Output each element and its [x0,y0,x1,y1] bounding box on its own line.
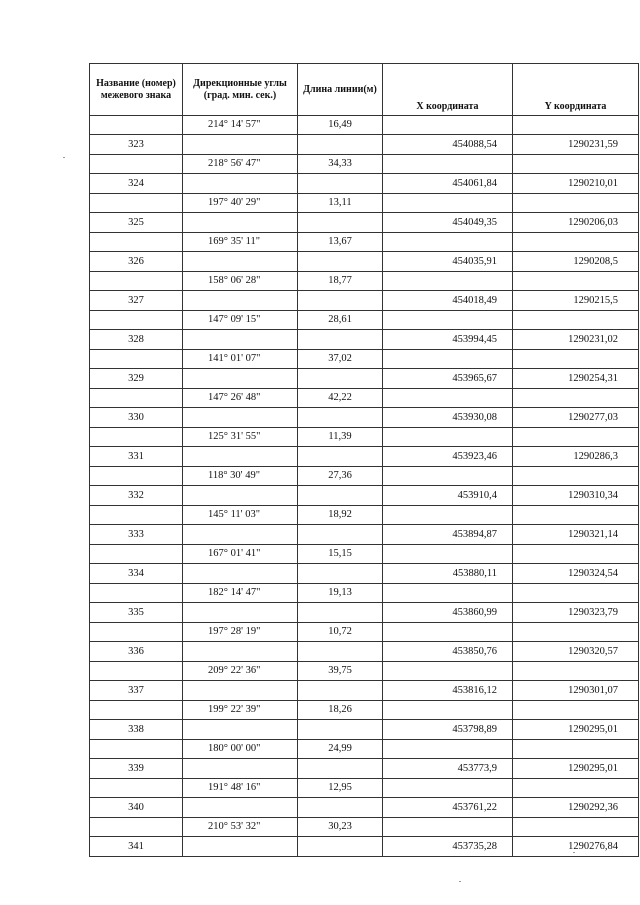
cell-x-coordinate [383,155,513,174]
cell-point-name: 338 [90,720,183,740]
cell-x-coordinate [383,272,513,291]
cell-x-coordinate: 453910,4 [383,486,513,506]
point-row [90,330,639,350]
cell-x-coordinate [383,233,513,252]
cell-x-coordinate [383,389,513,408]
cell-y-coordinate: 1290321,14 [513,525,639,545]
point-row [90,447,639,467]
cell-y-coordinate [513,311,639,330]
cell-point-name [90,662,183,681]
cell-x-coordinate: 453894,87 [383,525,513,545]
header-angle: Дирекционные углы (град. мин. сек.) [183,64,298,116]
point-row [90,525,639,545]
cell-y-coordinate: 1290320,57 [513,642,639,662]
cell-line-length [298,564,383,584]
cell-direction-angle [183,681,298,701]
cell-x-coordinate [383,662,513,681]
cell-direction-angle: 125° 31' 55" [183,428,298,447]
header-name: Название (номер) межевого знака [90,64,183,116]
cell-direction-angle: 169° 35' 11" [183,233,298,252]
cell-y-coordinate [513,194,639,213]
cell-line-length [298,408,383,428]
cell-y-coordinate [513,389,639,408]
point-row [90,369,639,389]
cell-x-coordinate: 454035,91 [383,252,513,272]
cell-x-coordinate: 454061,84 [383,174,513,194]
cell-y-coordinate: 1290206,03 [513,213,639,233]
header-y: Y координата [513,64,639,116]
cell-line-length: 37,02 [298,350,383,369]
cell-y-coordinate: 1290231,02 [513,330,639,350]
cell-line-length: 28,61 [298,311,383,330]
cell-line-length: 13,67 [298,233,383,252]
cell-x-coordinate [383,116,513,135]
cell-point-name [90,233,183,252]
cell-point-name: 339 [90,759,183,779]
cell-point-name: 330 [90,408,183,428]
cell-direction-angle [183,837,298,857]
cell-y-coordinate [513,155,639,174]
cell-point-name: 340 [90,798,183,818]
segment-row [90,506,639,525]
cell-y-coordinate [513,818,639,837]
cell-x-coordinate: 453798,89 [383,720,513,740]
cell-point-name: 324 [90,174,183,194]
cell-direction-angle [183,447,298,467]
cell-point-name [90,740,183,759]
cell-y-coordinate [513,506,639,525]
cell-x-coordinate [383,506,513,525]
cell-point-name [90,428,183,447]
cell-direction-angle [183,291,298,311]
cell-x-coordinate: 454049,35 [383,213,513,233]
cell-x-coordinate [383,350,513,369]
cell-direction-angle [183,174,298,194]
cell-y-coordinate: 1290210,01 [513,174,639,194]
cell-direction-angle [183,642,298,662]
cell-line-length [298,291,383,311]
header-x: X координата [383,64,513,116]
cell-y-coordinate: 1290276,84 [513,837,639,857]
point-row [90,798,639,818]
cell-x-coordinate: 453773,9 [383,759,513,779]
cell-direction-angle [183,408,298,428]
cell-line-length [298,486,383,506]
cell-y-coordinate: 1290231,59 [513,135,639,155]
cell-x-coordinate [383,623,513,642]
cell-line-length: 15,15 [298,545,383,564]
point-row [90,642,639,662]
cell-y-coordinate [513,740,639,759]
cell-direction-angle [183,759,298,779]
segment-row [90,467,639,486]
segment-row [90,740,639,759]
cell-line-length: 18,92 [298,506,383,525]
cell-y-coordinate [513,623,639,642]
cell-x-coordinate: 453930,08 [383,408,513,428]
cell-direction-angle: 182° 14' 47" [183,584,298,603]
cell-point-name [90,116,183,135]
cell-line-length [298,252,383,272]
segment-row [90,389,639,408]
segment-row [90,662,639,681]
cell-y-coordinate: 1290295,01 [513,759,639,779]
cell-x-coordinate [383,545,513,564]
cell-y-coordinate [513,233,639,252]
cell-point-name: 336 [90,642,183,662]
cell-line-length: 18,77 [298,272,383,291]
cell-line-length [298,213,383,233]
cell-point-name: 323 [90,135,183,155]
cell-line-length [298,174,383,194]
cell-x-coordinate [383,311,513,330]
cell-line-length [298,525,383,545]
cell-direction-angle: 141° 01' 07" [183,350,298,369]
cell-direction-angle: 147° 26' 48" [183,389,298,408]
cell-direction-angle [183,720,298,740]
cell-point-name: 331 [90,447,183,467]
cell-x-coordinate [383,701,513,720]
cell-line-length: 13,11 [298,194,383,213]
scan-speck [573,852,575,853]
cell-x-coordinate [383,467,513,486]
cell-line-length [298,135,383,155]
cell-direction-angle: 147° 09' 15" [183,311,298,330]
cell-point-name: 334 [90,564,183,584]
cell-point-name [90,506,183,525]
cell-line-length: 19,13 [298,584,383,603]
cell-point-name [90,584,183,603]
cell-line-length [298,603,383,623]
cell-point-name [90,623,183,642]
cell-y-coordinate [513,662,639,681]
cell-line-length [298,642,383,662]
cell-line-length [298,447,383,467]
segment-row [90,818,639,837]
cell-line-length [298,330,383,350]
cell-direction-angle [183,369,298,389]
cell-y-coordinate: 1290323,79 [513,603,639,623]
cell-direction-angle [183,486,298,506]
point-row [90,135,639,155]
cell-direction-angle: 118° 30' 49" [183,467,298,486]
cell-direction-angle: 158° 06' 28" [183,272,298,291]
cell-y-coordinate: 1290254,31 [513,369,639,389]
cell-x-coordinate: 453735,28 [383,837,513,857]
cell-point-name [90,311,183,330]
cell-x-coordinate [383,194,513,213]
cell-direction-angle: 210° 53' 32" [183,818,298,837]
cell-direction-angle [183,252,298,272]
point-row [90,603,639,623]
cell-point-name [90,818,183,837]
cell-y-coordinate [513,584,639,603]
cell-point-name [90,272,183,291]
cell-point-name: 333 [90,525,183,545]
cell-point-name: 332 [90,486,183,506]
cell-point-name: 327 [90,291,183,311]
cell-direction-angle: 180° 00' 00" [183,740,298,759]
point-row [90,291,639,311]
cell-x-coordinate [383,740,513,759]
cell-point-name [90,155,183,174]
cell-line-length: 10,72 [298,623,383,642]
cell-point-name: 335 [90,603,183,623]
segment-row [90,428,639,447]
cell-x-coordinate: 453761,22 [383,798,513,818]
cell-line-length: 30,23 [298,818,383,837]
cell-x-coordinate: 453816,12 [383,681,513,701]
cell-y-coordinate [513,467,639,486]
cell-line-length: 24,99 [298,740,383,759]
segment-row [90,194,639,213]
cell-line-length: 42,22 [298,389,383,408]
cell-direction-angle: 199° 22' 39" [183,701,298,720]
cell-point-name [90,467,183,486]
cell-direction-angle: 218° 56' 47" [183,155,298,174]
table-body [90,116,639,857]
point-row [90,720,639,740]
segment-row [90,545,639,564]
cell-y-coordinate [513,545,639,564]
cell-direction-angle [183,603,298,623]
cell-y-coordinate [513,350,639,369]
cell-y-coordinate: 1290277,03 [513,408,639,428]
cell-y-coordinate: 1290208,5 [513,252,639,272]
cell-y-coordinate [513,116,639,135]
cell-line-length [298,798,383,818]
cell-direction-angle: 167° 01' 41" [183,545,298,564]
cell-direction-angle: 191° 48' 16" [183,779,298,798]
cell-line-length: 16,49 [298,116,383,135]
cell-x-coordinate [383,428,513,447]
cell-y-coordinate: 1290324,54 [513,564,639,584]
cell-point-name: 341 [90,837,183,857]
cell-y-coordinate [513,428,639,447]
segment-row [90,116,639,135]
cell-line-length [298,720,383,740]
cell-line-length [298,837,383,857]
segment-row [90,311,639,330]
cell-point-name [90,779,183,798]
header-length: Длина линии(м) [298,64,383,116]
cell-point-name [90,701,183,720]
point-row [90,837,639,857]
cell-x-coordinate: 453965,67 [383,369,513,389]
cell-y-coordinate: 1290215,5 [513,291,639,311]
cell-x-coordinate: 453994,45 [383,330,513,350]
cell-x-coordinate: 453923,46 [383,447,513,467]
cell-y-coordinate: 1290295,01 [513,720,639,740]
cell-direction-angle [183,330,298,350]
cell-y-coordinate: 1290310,34 [513,486,639,506]
cell-x-coordinate [383,584,513,603]
cell-x-coordinate: 453850,76 [383,642,513,662]
cell-direction-angle [183,798,298,818]
cell-y-coordinate: 1290286,3 [513,447,639,467]
cell-direction-angle [183,213,298,233]
cell-x-coordinate [383,818,513,837]
cell-x-coordinate: 454018,49 [383,291,513,311]
cell-point-name: 328 [90,330,183,350]
point-row [90,486,639,506]
cell-point-name [90,389,183,408]
segment-row [90,701,639,720]
point-row [90,759,639,779]
cell-y-coordinate: 1290292,36 [513,798,639,818]
cell-line-length: 27,36 [298,467,383,486]
cell-line-length [298,681,383,701]
cell-direction-angle [183,564,298,584]
cell-point-name [90,350,183,369]
cell-point-name: 329 [90,369,183,389]
table-header-row [90,64,639,116]
cell-x-coordinate: 454088,54 [383,135,513,155]
point-row [90,408,639,428]
cell-direction-angle [183,525,298,545]
cell-point-name: 326 [90,252,183,272]
cell-direction-angle: 209° 22' 36" [183,662,298,681]
segment-row [90,233,639,252]
cell-y-coordinate [513,701,639,720]
cell-x-coordinate: 453880,11 [383,564,513,584]
point-row [90,252,639,272]
point-row [90,681,639,701]
cell-point-name: 325 [90,213,183,233]
cell-line-length: 34,33 [298,155,383,174]
cell-x-coordinate: 453860,99 [383,603,513,623]
segment-row [90,623,639,642]
point-row [90,564,639,584]
cell-direction-angle: 214° 14' 57" [183,116,298,135]
cell-line-length: 18,26 [298,701,383,720]
cell-line-length [298,759,383,779]
cell-line-length [298,369,383,389]
cell-y-coordinate: 1290301,07 [513,681,639,701]
cell-line-length: 39,75 [298,662,383,681]
segment-row [90,272,639,291]
cell-direction-angle: 197° 40' 29" [183,194,298,213]
segment-row [90,584,639,603]
cell-direction-angle: 145° 11' 03" [183,506,298,525]
scan-speck [63,157,65,158]
cell-x-coordinate [383,779,513,798]
cell-point-name: 337 [90,681,183,701]
coordinates-table [89,63,639,857]
cell-direction-angle: 197° 28' 19" [183,623,298,642]
cell-point-name [90,194,183,213]
segment-row [90,779,639,798]
cell-point-name [90,545,183,564]
cell-direction-angle [183,135,298,155]
cell-y-coordinate [513,272,639,291]
segment-row [90,155,639,174]
point-row [90,213,639,233]
point-row [90,174,639,194]
cell-line-length: 11,39 [298,428,383,447]
cell-y-coordinate [513,779,639,798]
scan-speck [459,881,461,882]
cell-line-length: 12,95 [298,779,383,798]
segment-row [90,350,639,369]
